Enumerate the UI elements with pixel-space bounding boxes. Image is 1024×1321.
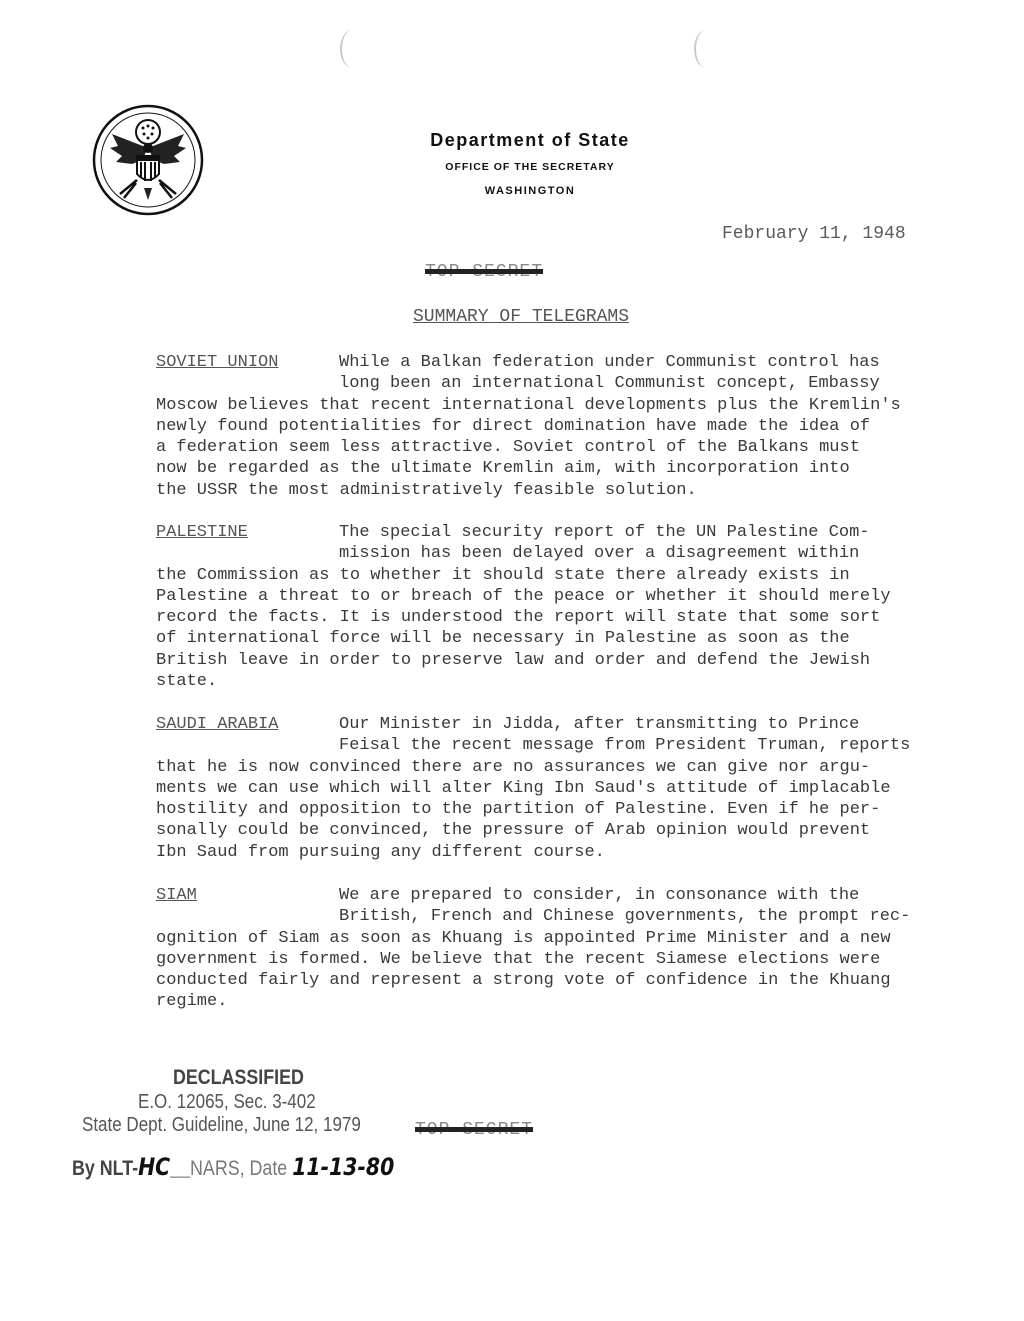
body-line: We are prepared to consider, in consonance with the [339,886,860,905]
section-siam [156,885,956,1013]
punch-hole-left [340,30,364,68]
body-line: ments we can use which will alter King Ibn Saud's attitude of implacable [156,778,891,798]
body-line: hostility and opposition to the partition of Palestine. Even if he per- [156,800,881,820]
document-date: February 11, 1948 [722,224,906,244]
section-saudi-arabia [156,714,956,863]
section-heading: PALESTINE [156,523,248,542]
letterhead-department: Department of State [430,130,630,150]
classification-marking-bottom: TOP SECRET [415,1120,534,1140]
body-line: a federation seem less attractive. Soviet control of the Balkans must [156,438,860,458]
body-line: British, French and Chinese governments, the prompt rec- [339,907,911,927]
body-line: ognition of Siam as soon as Khuang is appointed Prime Minister and a new [156,928,891,948]
body-line: regime. [156,992,228,1012]
body-line: government is formed. We believe that the recent Siamese elections were [156,949,881,969]
stamp-authorization-line: By NLT-HC__NARS, Date 11-13-80 [72,1153,395,1181]
section-palestine [156,522,956,692]
section-soviet-union [156,352,956,501]
declassified-stamp: DECLASSIFIED [173,1066,304,1089]
section-heading: SIAM [156,886,197,905]
body-line: now be regarded as the ultimate Kremlin aim, with incorporation into [156,459,850,479]
body-line: Palestine a threat to or breach of the peace or whether it should merely [156,586,891,606]
body-line: newly found potentialities for direct domination have made the idea of [156,416,871,436]
body-line: conducted fairly and represent a strong vote of confidence in the Khuang [156,971,891,991]
body-line: British leave in order to preserve law and order and defend the Jewish [156,650,871,670]
body-line: The special security report of the UN Palestine Com- [339,523,870,542]
body-line: that he is now convinced there are no assurances we can give nor argu- [156,757,871,777]
section-heading: SOVIET UNION [156,353,279,372]
body-line: long been an international Communist concept, Embassy [339,374,880,394]
section-heading: SAUDI ARABIA [156,715,279,734]
stamp-guideline: State Dept. Guideline, June 12, 1979 [82,1114,361,1136]
body-line: sonally could be convinced, the pressure of Arab opinion would prevent [156,821,871,841]
letterhead-city: WASHINGTON [484,185,576,197]
handwritten-initials: HC [138,1153,171,1181]
body-line: the Commission as to whether it should state there already exists in [156,565,850,585]
body-line: Our Minister in Jidda, after transmitting to Prince [339,715,860,734]
body-line: state. [156,672,218,692]
stamp-by-nlt: By NLT- [72,1157,139,1180]
body-line: of international force will be necessary in Palestine as soon as the [156,629,850,649]
body-line: the USSR the most administratively feasible solution. [156,480,697,500]
body-line: Moscow believes that recent international developments plus the Kremlin's [156,395,901,415]
body-line: Feisal the recent message from President Truman, reports [339,736,911,756]
letterhead [402,128,658,197]
document-title: SUMMARY OF TELEGRAMS [413,307,630,327]
stamp-executive-order: E.O. 12065, Sec. 3-402 [138,1091,316,1113]
classification-marking-top: TOP SECRET [425,262,544,282]
handwritten-date: 11-13-80 [292,1153,395,1181]
stamp-nars-date-label: NARS, Date [190,1157,288,1180]
body-line: mission has been delayed over a disagreement within [339,544,860,564]
body-line: Ibn Saud from pursuing any different course. [156,842,605,862]
department-seal-icon [92,104,204,216]
body-line: While a Balkan federation under Communist control has [339,353,880,372]
punch-hole-right [694,30,718,68]
body-line: record the facts. It is understood the report will state that some sort [156,608,881,628]
letterhead-office: OFFICE OF THE SECRETARY [445,161,615,173]
